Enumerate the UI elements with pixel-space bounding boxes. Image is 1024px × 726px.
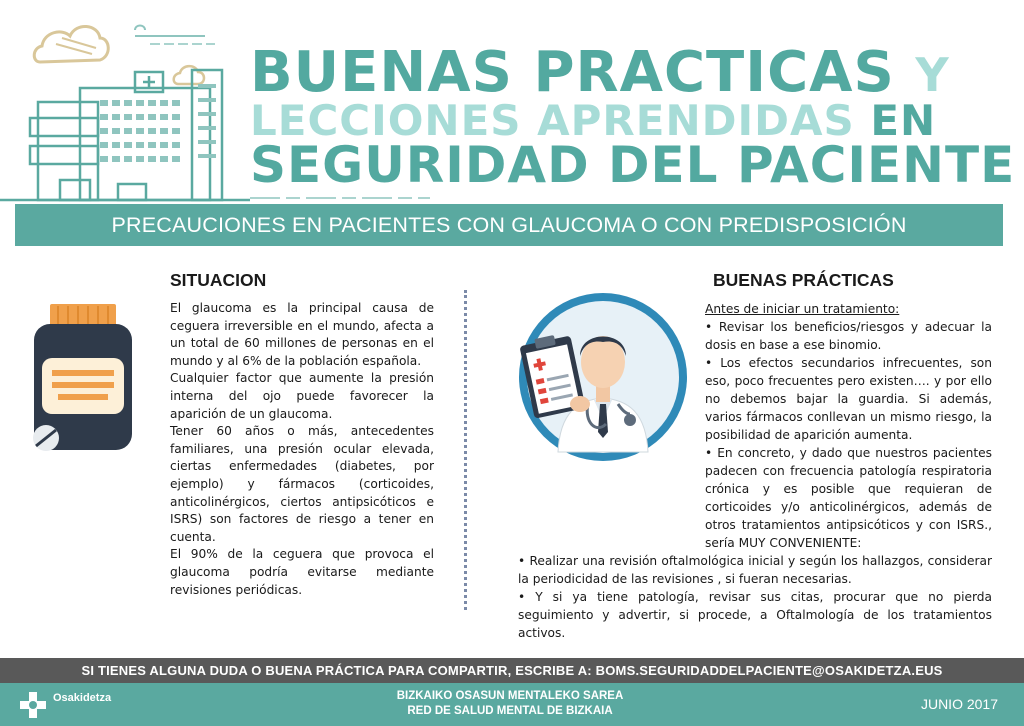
situacion-paragraph: El glaucoma es la principal causa de ceguera irreversible en el mundo, afecta a un total de 60 millones de personas en el mundo y al 6% de la población española. (170, 301, 434, 368)
network-name (340, 689, 680, 719)
buenas-practicas-heading: BUENAS PRÁCTICAS (713, 270, 894, 290)
header (0, 0, 1024, 205)
recommendation-item: • Y si ya tiene patología, revisar sus citas, procurar que no pierda seguimiento y advertir, si procede, a Oftalmología de los tratamientos activos. (518, 590, 992, 640)
situacion-paragraph: Cualquier factor que aumente la presión interna del ojo puede favorecer la aparición de un glaucoma. (170, 371, 434, 421)
situacion-text (170, 300, 434, 599)
buenas-practicas-bullet: • Los efectos secundarios infrecuentes, son eso, poco frecuentes pero existen…. y por ello no debemos bajar la guardia. Si además, varios fármacos conllevan un mismo riesgo, la posibilidad de aparición aumenta. (705, 356, 992, 442)
title-connector-en: EN (870, 96, 937, 145)
cloud-icon (34, 26, 108, 62)
osakidetza-logo-icon (18, 690, 48, 720)
title-line-1: BUENAS PRACTICAS Y (250, 40, 950, 105)
network-name-basque: BIZKAIKO OSASUN MENTALEKO SAREA (396, 690, 624, 702)
buenas-practicas-intro: Antes de iniciar un tratamiento: (705, 302, 900, 316)
doctor-with-clipboard-icon (518, 292, 688, 462)
contact-bar: SI TIENES ALGUNA DUDA O BUENA PRÁCTICA PARA COMPARTIR, ESCRIBE A: BOMS.SEGURIDADDELPACIENTE@OSAKIDETZA.EUS (0, 658, 1024, 683)
medicine-bottle-icon (30, 300, 136, 452)
title-line-3: SEGURIDAD DEL PACIENTE (250, 136, 1016, 194)
buenas-practicas-bullet: • Revisar los beneficios/riesgos y adecuar la dosis en base a ese binomio. (705, 320, 992, 352)
buenas-practicas-text (705, 300, 992, 552)
situacion-paragraph: Tener 60 años o más, antecedentes familiares, una presión ocular elevada, ciertas enfermedades (diabetes, por ejemplo) y fármacos (corticoides, anticolinérgicos, ciertos antipsicóticos e ISRS) son factores de riesgo a tener en cuenta. (170, 424, 434, 544)
recommendation-item: • Realizar una revisión oftalmológica inicial y según los hallazgos, considerar la periodicidad de las revisiones , si fueran necesarias. (518, 554, 992, 586)
network-name-spanish: RED DE SALUD MENTAL DE BIZKAIA (407, 705, 613, 717)
footer (0, 683, 1024, 726)
recommendations (518, 552, 992, 642)
publication-date: JUNIO 2017 (920, 696, 998, 712)
situacion-heading: SITUACION (170, 270, 267, 290)
situacion-paragraph: El 90% de la ceguera que provoca el glaucoma podría evitarse mediante revisiones periódicas. (170, 547, 434, 597)
column-divider (464, 290, 467, 610)
topic-banner: PRECAUCIONES EN PACIENTES CON GLAUCOMA O CON PREDISPOSICIÓN (15, 204, 1003, 246)
buenas-practicas-bullet: • En concreto, y dado que nuestros pacientes padecen con frecuencia patología respiratoria crónica y es posible que requieran de corticoides y/o anticolinérgicos, además de otros tratamientos antipsicóticos y con ISRS., sería MUY CONVENIENTE: (705, 446, 992, 550)
hospital-illustration (0, 0, 250, 205)
title-connector-y: Y (915, 48, 950, 102)
osakidetza-logo-text: Osakidetza (53, 692, 112, 704)
title-line-2: LECCIONES APRENDIDAS EN (250, 96, 937, 145)
